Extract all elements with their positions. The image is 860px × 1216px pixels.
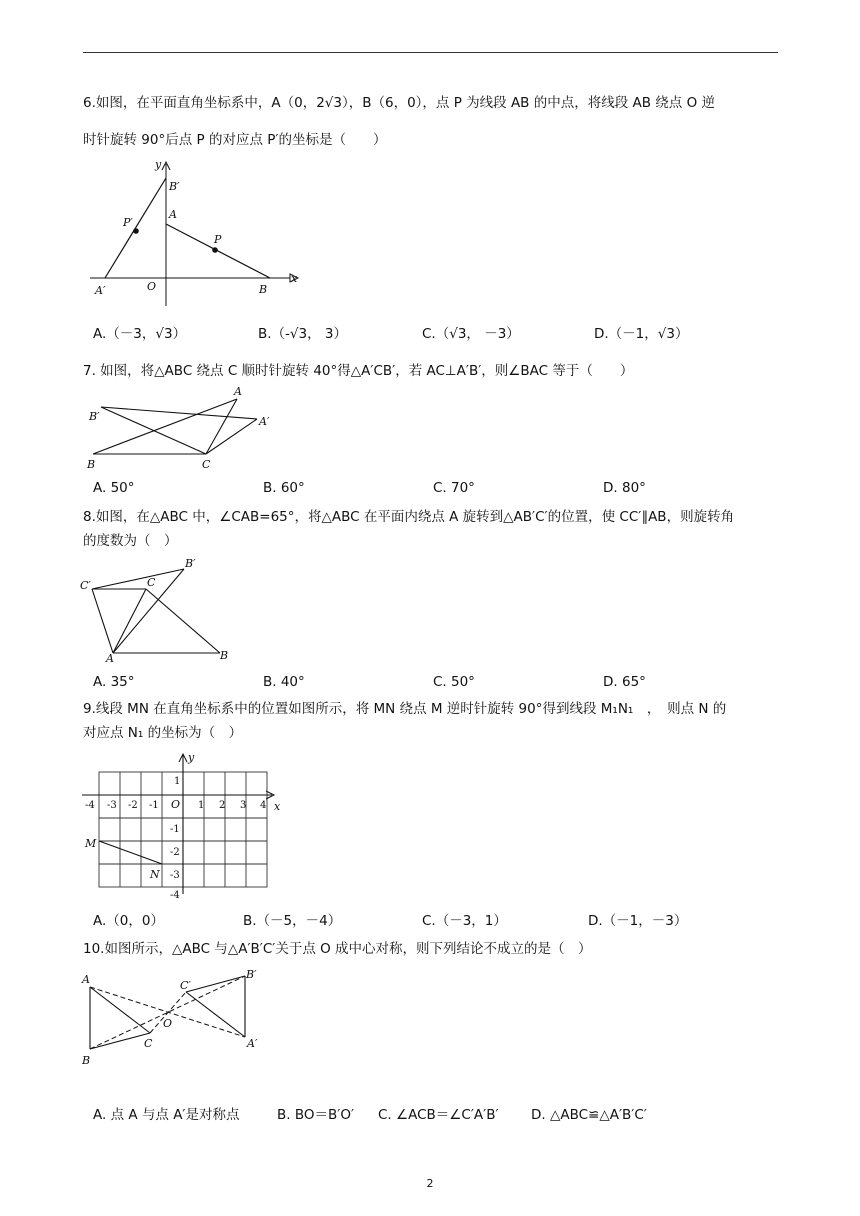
q9-label-n: N (150, 868, 160, 881)
q7-option-d[interactable]: D. 80° (603, 480, 646, 496)
q8-segment-cb (146, 589, 220, 653)
q9-tick-ym4: -4 (170, 890, 180, 901)
q8-label-c: C (147, 576, 156, 589)
q7-label-ap: A′ (259, 415, 270, 428)
q7-label-bp: B′ (89, 410, 100, 423)
q7-label-a: A (234, 385, 242, 398)
q6-label-y: y (155, 158, 162, 171)
q6-label-bp: B′ (169, 180, 180, 193)
q6-figure (85, 158, 305, 308)
q9-label-y: y (188, 751, 195, 764)
q7-segment-apc (206, 419, 257, 454)
q10-segment-ac (90, 987, 150, 1033)
q10-label-b: B (82, 1054, 91, 1067)
q6-text-line1: 6.如图，在平面直角坐标系中，A（0，2√3），B（6，0），点 P 为线段 AB 的中点，将线段 AB 绕点 O 逆 (83, 95, 716, 111)
q9-tick-ym3: -3 (170, 870, 180, 881)
q7-segment-ac (206, 399, 237, 454)
q7-label-b: B (87, 458, 96, 471)
q9-label-x: x (274, 800, 281, 813)
q8-option-a[interactable]: A. 35° (93, 674, 135, 690)
q8-option-d[interactable]: D. 65° (603, 674, 646, 690)
q6-label-pp: P′ (123, 216, 133, 229)
q6-label-a: A (169, 208, 177, 221)
q6-label-ap: A′ (95, 284, 106, 297)
q8-option-b[interactable]: B. 40° (263, 674, 305, 690)
q9-label-o: O (171, 798, 181, 811)
q9-text-line2: 对应点 N₁ 的坐标为（ ） (83, 725, 243, 741)
q8-label-b: B (220, 649, 229, 662)
q8-segment-ca (113, 589, 146, 653)
q6-label-p: P (214, 233, 222, 246)
q6-point-p (212, 247, 218, 253)
q6-label-x: x (291, 272, 298, 285)
q6-text-line2: 时针旋转 90°后点 P 的对应点 P′的坐标是（ ） (83, 132, 387, 148)
q7-option-b[interactable]: B. 60° (263, 480, 305, 496)
q9-option-c[interactable]: C.（－3，1） (422, 913, 507, 929)
q9-tick-x3: 3 (240, 800, 247, 811)
q9-segment-mn (99, 841, 162, 864)
q10-label-cp: C′ (180, 979, 191, 992)
q9-tick-x1: 1 (198, 800, 205, 811)
q7-option-a[interactable]: A. 50° (93, 480, 135, 496)
q9-tick-xm1: -1 (149, 800, 159, 811)
q6-option-b[interactable]: B.（-√3， 3） (258, 326, 347, 342)
q10-dashed-lines (90, 976, 245, 1049)
q9-tick-x4: 4 (260, 800, 267, 811)
q6-segment-apbp (105, 178, 166, 278)
q10-option-c[interactable]: C. ∠ACB＝∠C′A′B′ (378, 1107, 499, 1123)
q8-label-a: A (106, 652, 114, 665)
q9-tick-x2: 2 (219, 800, 226, 811)
q10-option-b[interactable]: B. BO＝B′O′ (277, 1107, 355, 1123)
q10-label-o: O (163, 1017, 173, 1030)
q9-tick-xm3: -3 (107, 800, 117, 811)
q7-figure (85, 382, 285, 474)
q6-label-o: O (147, 280, 157, 293)
q8-text-line2: 的度数为（ ） (83, 533, 178, 549)
q9-label-m: M (85, 837, 97, 850)
q9-option-b[interactable]: B.（－5，－4） (243, 913, 342, 929)
page-number: 2 (426, 1177, 434, 1190)
q10-label-c: C (144, 1037, 153, 1050)
q6-option-d[interactable]: D.（－1，√3） (594, 326, 689, 342)
q6-label-b: B (259, 283, 268, 296)
q7-segment-ba (93, 399, 237, 454)
q8-segment-cpa (92, 589, 113, 653)
q9-tick-ym2: -2 (170, 847, 180, 858)
q6-option-c[interactable]: C.（√3， －3） (422, 326, 520, 342)
q6-point-pp (133, 228, 139, 234)
q7-label-c: C (202, 458, 211, 471)
q8-figure (80, 558, 240, 666)
q9-tick-ym1: -1 (170, 824, 180, 835)
q8-text-line1: 8.如图，在△ABC 中，∠CAB=65°，将△ABC 在平面内绕点 A 旋转到△AB′C′的位置，使 CC′∥AB，则旋转角 (83, 509, 735, 525)
q9-tick-xm4: -4 (85, 800, 95, 811)
q10-figure (80, 965, 270, 1069)
q8-option-c[interactable]: C. 50° (433, 674, 475, 690)
header-rule (83, 52, 778, 53)
q10-label-bp: B′ (246, 968, 257, 981)
q6-option-a[interactable]: A.（－3，√3） (93, 326, 187, 342)
q8-label-cp: C′ (80, 579, 91, 592)
q9-text-line1: 9.线段 MN 在直角坐标系中的位置如图所示，将 MN 绕点 M 逆时针旋转 90°得到线段 M₁N₁ ， 则点 N 的 (83, 701, 727, 717)
q7-option-c[interactable]: C. 70° (433, 480, 475, 496)
q9-tick-y1: 1 (174, 776, 181, 787)
q10-text-line1: 10.如图所示，△ABC 与△A′B′C′关于点 O 成中心对称，则下列结论不成立的是（ ） (83, 941, 592, 957)
q10-label-ap: A′ (247, 1037, 258, 1050)
q10-segment-cpap (186, 992, 245, 1037)
q9-option-a[interactable]: A.（0，0） (93, 913, 164, 929)
q9-option-d[interactable]: D.（－1，－3） (588, 913, 688, 929)
q7-text-line1: 7. 如图，将△ABC 绕点 C 顺时针旋转 40°得△A′CB′，若 AC⊥A′B′，则∠BAC 等于（ ） (83, 363, 634, 379)
q10-option-a[interactable]: A. 点 A 与点 A′是对称点 (93, 1107, 240, 1123)
q9-tick-xm2: -2 (128, 800, 138, 811)
q8-label-bp: B′ (185, 557, 196, 570)
q9-figure (80, 752, 290, 900)
q10-label-a: A (82, 973, 90, 986)
q10-option-d[interactable]: D. △ABC≌△A′B′C′ (531, 1107, 647, 1123)
